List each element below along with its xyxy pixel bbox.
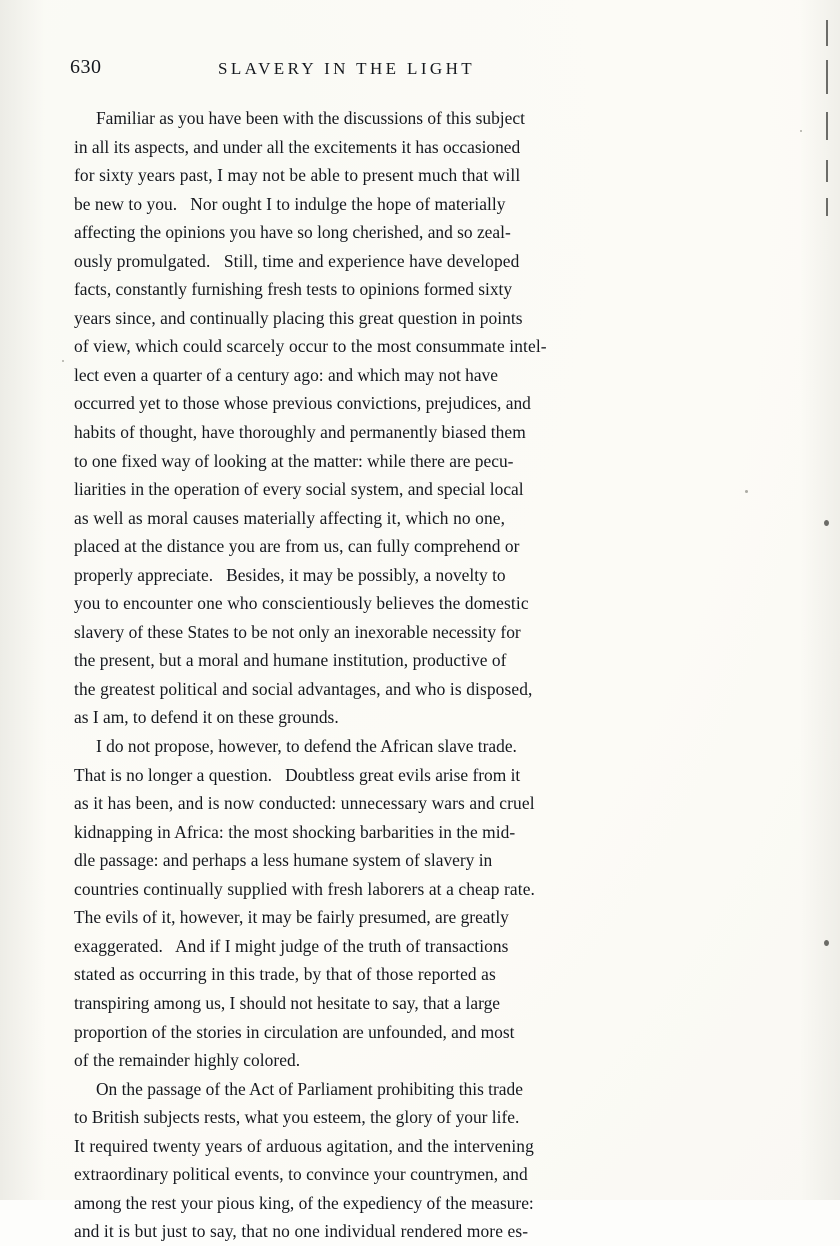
text-line: in all its aspects, and under all the excitements it has occasioned bbox=[74, 136, 521, 157]
text-line: properly appreciate. Besides, it may be possibly, a novelty to bbox=[74, 564, 506, 585]
text-line: the greatest political and social advantages, and who is disposed, bbox=[74, 678, 533, 699]
text-line: to one fixed way of looking at the matter: while there are pecu- bbox=[74, 450, 514, 471]
text-line: It required twenty years of arduous agitation, and the intervening bbox=[74, 1135, 534, 1156]
text-line: of view, which could scarcely occur to the most consummate intel- bbox=[74, 336, 547, 357]
text-line: liarities in the operation of every social system, and special local bbox=[74, 479, 524, 500]
text-line: facts, constantly furnishing fresh tests to opinions formed sixty bbox=[74, 279, 513, 300]
paragraph-2 bbox=[74, 732, 678, 1075]
text-line: kidnapping in Africa: the most shocking barbarities in the mid- bbox=[74, 821, 516, 842]
text-line: as well as moral causes materially affecting it, which no one, bbox=[74, 507, 506, 528]
text-line: years since, and continually placing this great question in points bbox=[74, 307, 523, 328]
text-line: Familiar as you have been with the discussions of this subject bbox=[96, 108, 525, 128]
text-line: That is no longer a question. Doubtless great evils arise from it bbox=[74, 764, 521, 785]
scan-speck bbox=[745, 490, 748, 493]
text-line: occurred yet to those whose previous convictions, prejudices, and bbox=[74, 393, 531, 414]
text-line: On the passage of the Act of Parliament prohibiting this trade bbox=[96, 1078, 523, 1099]
paragraph-3 bbox=[74, 1075, 678, 1246]
text-line: you to encounter one who conscientiously believes the domestic bbox=[74, 593, 529, 614]
page-edge-shading-left bbox=[0, 0, 46, 1200]
text-line: placed at the distance you are from us, can fully comprehend or bbox=[74, 536, 520, 557]
text-line: to British subjects rests, what you esteem, the glory of your life. bbox=[74, 1107, 520, 1128]
text-line: affecting the opinions you have so long cherished, and so zeal- bbox=[74, 222, 511, 243]
text-line: proportion of the stories in circulation are unfounded, and most bbox=[74, 1021, 515, 1042]
text-line: be new to you. Nor ought I to indulge the hope of materially bbox=[74, 193, 506, 214]
text-line: as it has been, and is now conducted: unnecessary wars and cruel bbox=[74, 793, 535, 814]
text-line: among the rest your pious king, of the expediency of the measure: bbox=[74, 1192, 534, 1213]
scan-speck bbox=[62, 360, 64, 362]
text-line: transpiring among us, I should not hesitate to say, that a large bbox=[74, 992, 500, 1013]
running-title: SLAVERY IN THE LIGHT bbox=[218, 59, 476, 78]
page-edge-shading-right bbox=[800, 0, 840, 1200]
text-line: countries continually supplied with fresh laborers at a cheap rate. bbox=[74, 878, 536, 899]
text-line: ously promulgated. Still, time and experience have developed bbox=[74, 250, 520, 271]
text-line: slavery of these States to be not only an inexorable necessity for bbox=[74, 621, 521, 642]
text-line: I do not propose, however, to defend the African slave trade. bbox=[96, 736, 517, 757]
text-line: of the remainder highly colored. bbox=[74, 1050, 301, 1071]
text-line: dle passage: and perhaps a less humane system of slavery in bbox=[74, 850, 493, 871]
text-line: habits of thought, have thoroughly and permanently biased them bbox=[74, 422, 526, 443]
page-number: 630 bbox=[70, 56, 102, 78]
paragraph-1 bbox=[74, 104, 678, 732]
text-line: as I am, to defend it on these grounds. bbox=[74, 707, 339, 728]
text-line: extraordinary political events, to convince your countrymen, and bbox=[74, 1164, 528, 1185]
text-line: the present, but a moral and humane institution, productive of bbox=[74, 650, 507, 671]
text-line: stated as occurring in this trade, by that of those reported as bbox=[74, 964, 496, 985]
text-line: for sixty years past, I may not be able to present much that will bbox=[74, 165, 521, 186]
page-margin-marks bbox=[816, 20, 834, 1180]
text-line: exaggerated. And if I might judge of the truth of transactions bbox=[74, 935, 509, 956]
page-body bbox=[74, 104, 678, 1246]
scan-speck bbox=[800, 130, 802, 132]
text-line: lect even a quarter of a century ago: and which may not have bbox=[74, 364, 498, 385]
text-line: and it is but just to say, that no one individual rendered more es- bbox=[74, 1221, 529, 1242]
page-header bbox=[70, 56, 770, 86]
text-line: The evils of it, however, it may be fairly presumed, are greatly bbox=[74, 907, 509, 928]
